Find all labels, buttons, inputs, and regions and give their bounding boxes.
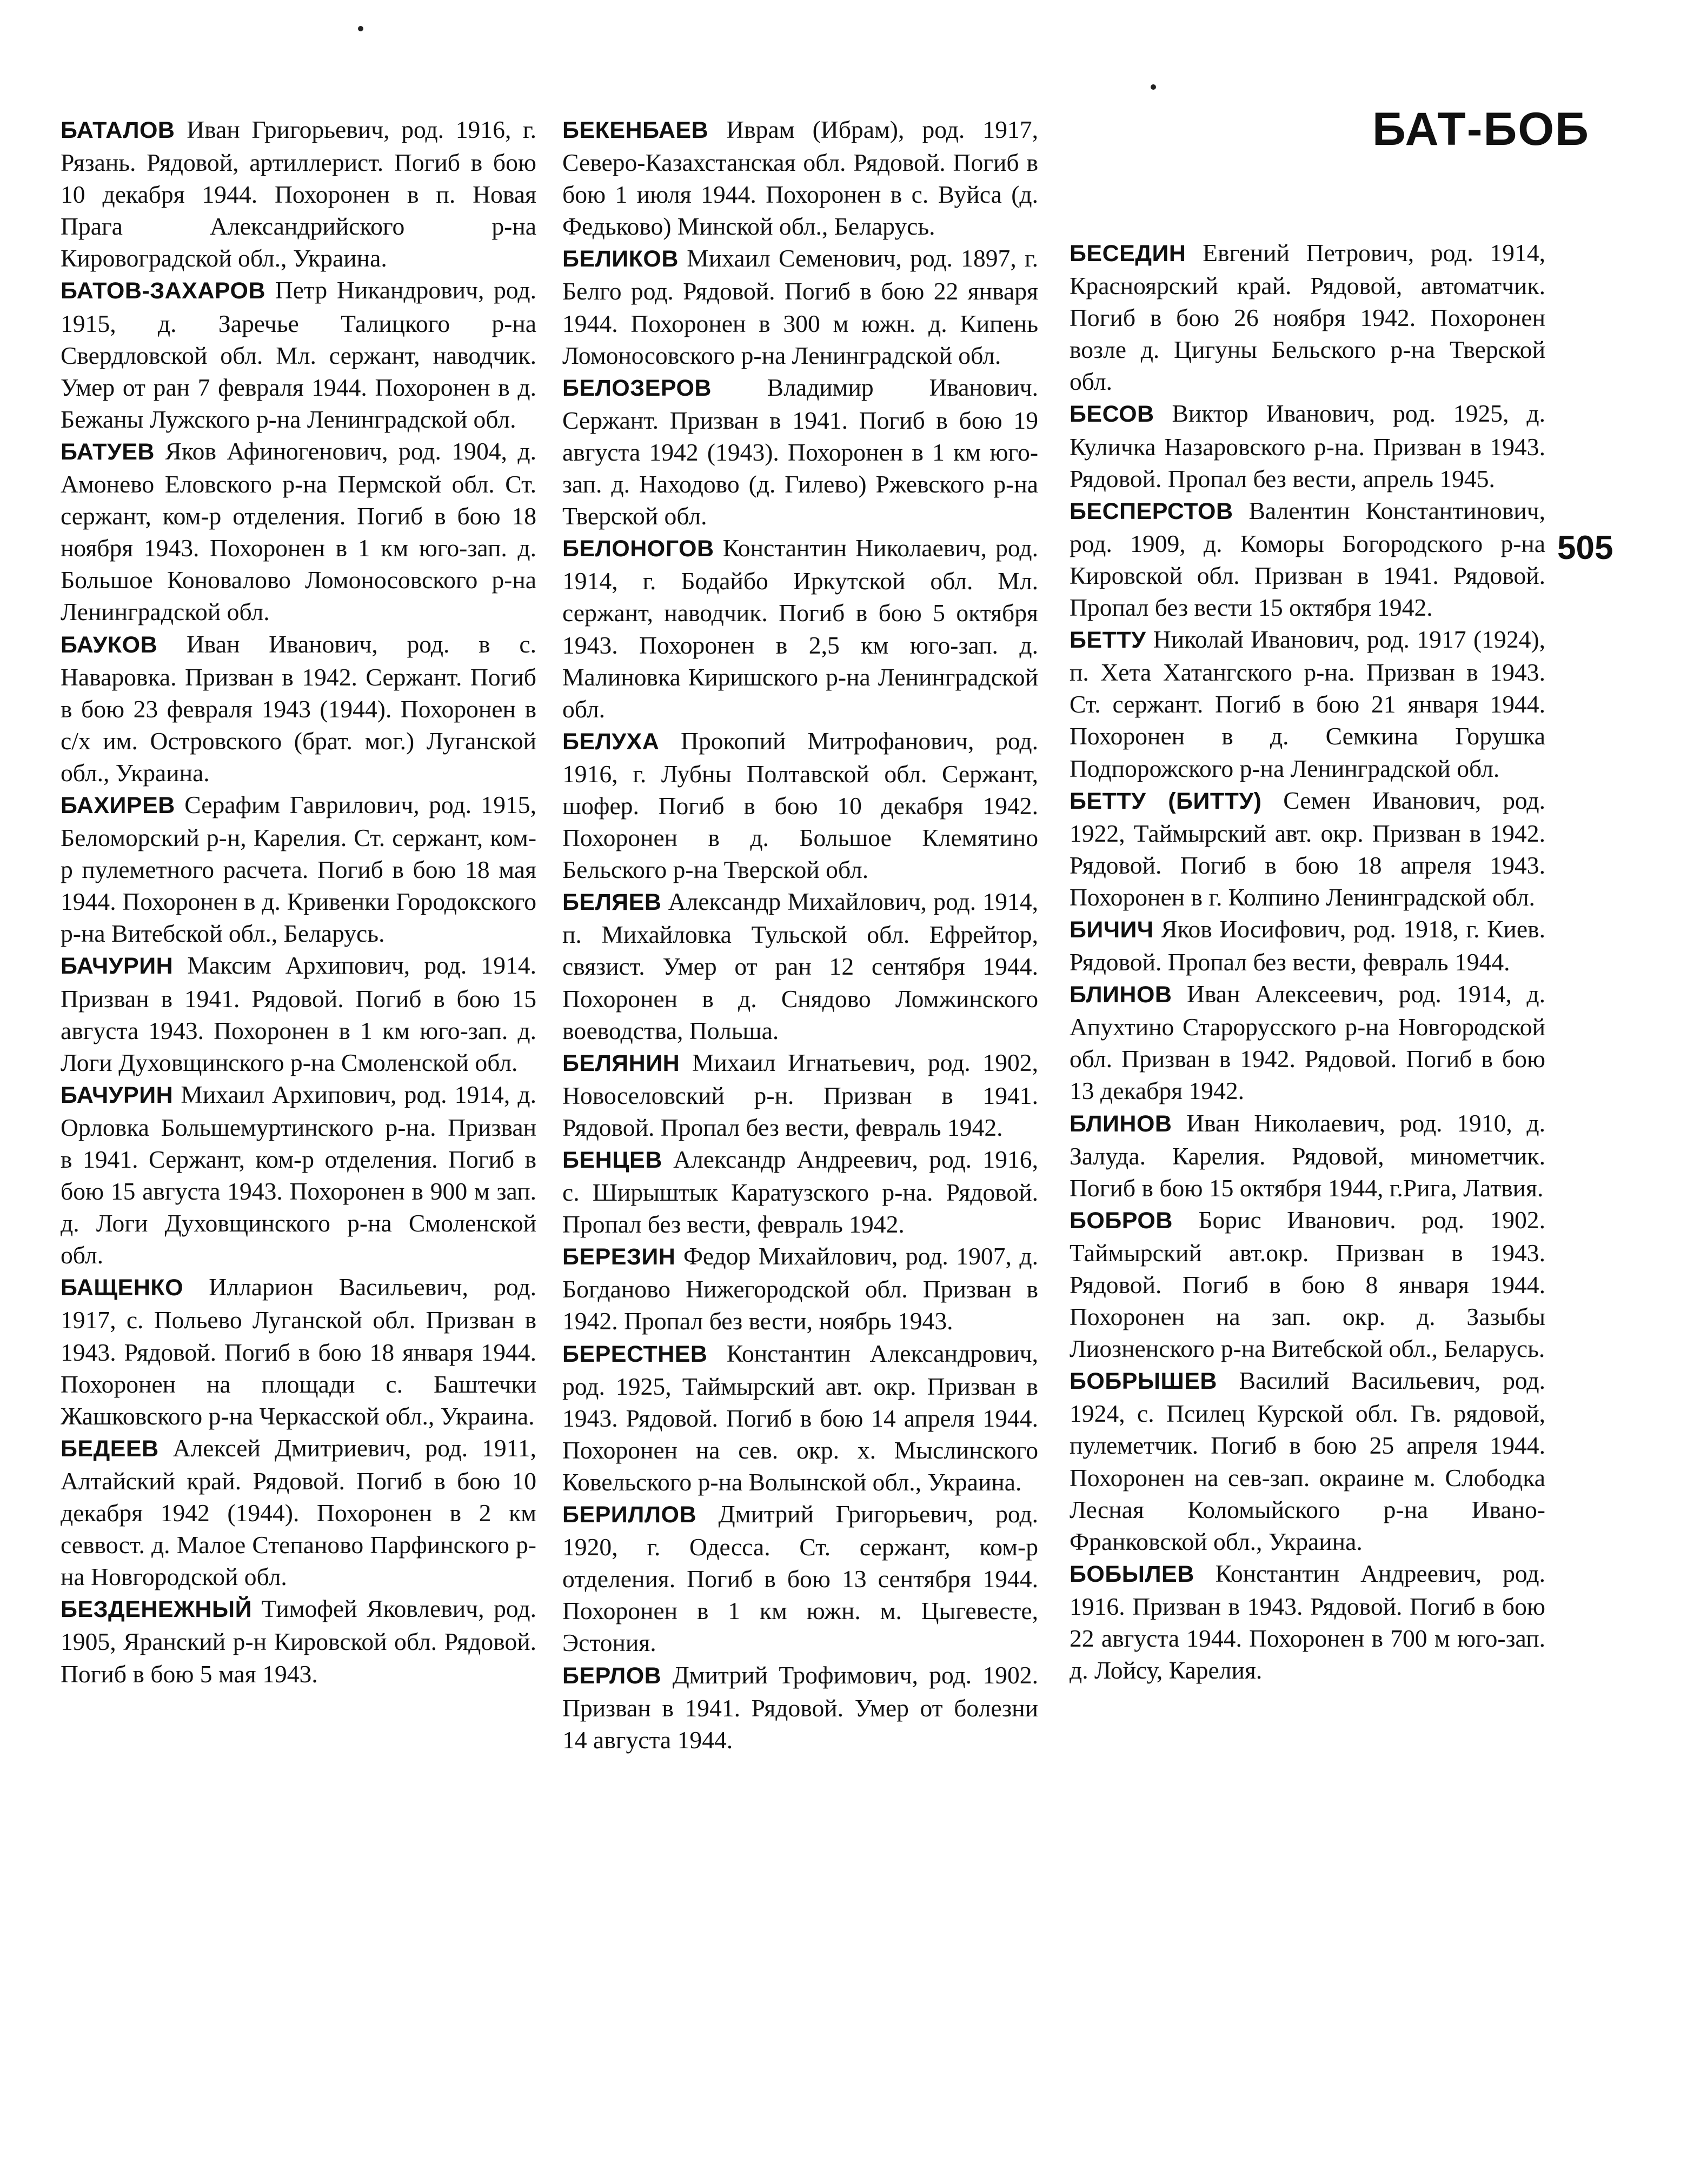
entry [61, 949, 536, 1078]
entry-details: Серафим Гаврилович, род. 1915, Беломорский р-н, Карелия. Ст. сержант, ком-р пулеметного расчета. Погиб в бою 18 мая 1944. Похоронен в д. Кривенки Городокского р-на Витебской обл., Беларусь. [61, 790, 536, 948]
print-speck [358, 26, 363, 31]
entry-details: Дмитрий Трофимович, род. 1902. Призван в 1941. Рядовой. Умер от болезни 14 августа 1944. [562, 1661, 1038, 1754]
entry [562, 1143, 1038, 1240]
entry-surname: БАУКОВ [61, 631, 158, 658]
entry [1070, 913, 1545, 978]
entry [562, 1659, 1038, 1756]
entry-surname: БАЩЕНКО [61, 1275, 184, 1301]
entry [61, 1593, 536, 1689]
entry-details: Константин Андреевич, род. 1916. Призван в 1943. Рядовой. Погиб в бою 22 августа 1944. Похоронен в 700 м юго-зап. д. Лойсу, Карелия. [1070, 1559, 1545, 1684]
entry-surname: БЕЛЯНИН [562, 1050, 680, 1076]
entry-details: Константин Александрович, род. 1925, Таймырский авт. окр. Призван в 1943. Рядовой. Погиб в бою 14 апреля 1944. Похоронен на сев. окр. х. Мыслинского Ковельского р-на Волынской обл., Украина. [562, 1339, 1038, 1496]
entry-surname: БЕЗДЕНЕЖНЫЙ [61, 1596, 252, 1623]
column-1 [61, 114, 536, 1690]
entry-details: Константин Николаевич, род. 1914, г. Бодайбо Иркутской обл. Мл. сержант, наводчик. Погиб в бою 5 октября 1943. Похоронен в 2,5 км юго-зап. д. Малиновка Киришского р-на Ленинградской обл. [562, 534, 1038, 723]
entry-surname: БОБЫЛЕВ [1070, 1561, 1194, 1587]
entry-details: Иврам (Ибрам), род. 1917, Северо-Казахстанская обл. Рядовой. Погиб в бою 1 июля 1944. Похоронен в с. Вуйса (д. Федьково) Минской обл., Беларусь. [562, 116, 1038, 241]
entry-details: Семен Иванович, род. 1922, Таймырский авт. окр. Призван в 1942. Рядовой. Погиб в бою 18 апреля 1943. Похоронен в г. Колпино Ленинградской обл. [1070, 786, 1545, 911]
entry [562, 1337, 1038, 1498]
entry-surname: БАТОВ-ЗАХАРОВ [61, 278, 266, 304]
entry-details: Николай Иванович, род. 1917 (1924), п. Хета Хатангского р-на. Призван в 1943. Ст. сержант. Погиб в бою 21 января 1944. Похоронен в д. Семкина Горушка Подпорожского р-на Ленинградской обл. [1070, 625, 1545, 782]
entry-surname: БЕЛУХА [562, 728, 660, 755]
entry-surname: БЕСЕДИН [1070, 241, 1186, 267]
entry-surname: БЛИНОВ [1070, 982, 1172, 1008]
entry [1070, 1107, 1545, 1204]
entry-details: Федор Михайлович, род. 1907, д. Богданово Нижегородской обл. Призван в 1942. Пропал без вести, ноябрь 1943. [562, 1242, 1038, 1335]
entry-surname: БЕЛОЗЕРОВ [562, 375, 712, 401]
entry-surname: БЕРЛОВ [562, 1662, 662, 1689]
entry-surname: БЕТТУ (БИТТУ) [1070, 788, 1262, 814]
entry-surname: БЕРЕСТНЕВ [562, 1341, 708, 1367]
entry [562, 1240, 1038, 1337]
entry-details: Алексей Дмитриевич, род. 1911, Алтайский край. Рядовой. Погиб в бою 10 декабря 1942 (1944). Похоронен в 2 км севвост. д. Малое Степаново Парфинского р-на Новгородской обл. [61, 1434, 536, 1591]
entry-details: Василий Васильевич, род. 1924, с. Псилец Курской обл. Гв. рядовой, пулеметчик. Погиб в бою 25 апреля 1944. Похоронен на сев-зап. окраине м. Слободка Лесная Коломыйского р-на Ивано-Франковской обл., Украина. [1070, 1367, 1545, 1555]
entry-details: Илларион Васильевич, род. 1917, с. Польево Луганской обл. Призван в 1943. Рядовой. Погиб в бою 18 января 1944. Похоронен на площади с. Баштечки Жашковского р-на Черкасской обл., Украина. [61, 1273, 536, 1430]
entry-details: Тимофей Яковлевич, род. 1905, Яранский р-н Кировской обл. Рядовой. Погиб в бою 5 мая 1943. [61, 1595, 536, 1688]
entry-surname: БЕТТУ [1070, 627, 1146, 654]
entry-surname: БЕРИЛЛОВ [562, 1502, 697, 1528]
entry-details: Петр Никандрович, род. 1915, д. Заречье Талицкого р-на Свердловской обл. Мл. сержант, наводчик. Умер от ран 7 февраля 1944. Похоронен в д. Бежаны Лужского р-на Ленинградской обл. [61, 276, 536, 433]
entry [61, 789, 536, 949]
entry-surname: БЕЛОНОГОВ [562, 536, 714, 562]
entry [562, 1047, 1038, 1143]
entry-surname: БАЧУРИН [61, 953, 174, 980]
entry-surname: БЕСПЕРСТОВ [1070, 498, 1233, 524]
entry [61, 1432, 536, 1593]
entry-surname: БЕСОВ [1070, 401, 1154, 428]
running-head: БАТ-БОБ [1372, 103, 1590, 155]
entry-details: Иван Григорьевич, род. 1916, г. Рязань. Рядовой, артиллерист. Погиб в бою 10 декабря 1944. Похоронен в п. Новая Прага Александрийского р-на Кировоградской обл., Украина. [61, 116, 536, 272]
entry [1070, 623, 1545, 784]
entry [1070, 1557, 1545, 1686]
column-2 [562, 114, 1038, 1756]
entry-details: Иван Иванович, род. в с. Наваровка. Призван в 1942. Сержант. Погиб в бою 23 февраля 1943 (1944). Похоронен в с/х им. Островского (брат. мог.) Луганской обл., Украина. [61, 630, 536, 787]
entry-surname: БЕЛИКОВ [562, 246, 679, 272]
entry [562, 885, 1038, 1046]
entry-surname: БЕДЕЕВ [61, 1435, 159, 1462]
entry [61, 628, 536, 789]
entry-details: Михаил Архипович, род. 1914, д. Орловка Большемуртинского р-на. Призван в 1941. Сержант, ком-р отделения. Погиб в бою 15 августа 1943. Похоронен в 900 м зап. д. Логи Духовщинского р-на Смоленской обл. [61, 1080, 536, 1269]
entry-surname: БОБРОВ [1070, 1207, 1173, 1234]
entry [1070, 978, 1545, 1107]
entry-surname: БЕРЕЗИН [562, 1244, 676, 1270]
entry [1070, 495, 1545, 623]
entry [562, 242, 1038, 371]
entry-details: Владимир Иванович. Сержант. Призван в 1941. Погиб в бою 19 августа 1942 (1943). Похоронен в 1 км юго-зап. д. Находово (д. Гилево) Ржевского р-на Тверской обл. [562, 373, 1038, 530]
entry [562, 371, 1038, 532]
entry-details: Борис Иванович. род. 1902. Таймырский авт.окр. Призван в 1943. Рядовой. Погиб в бою 8 января 1944. Похоронен на зап. окр. д. Зазыбы Лиозненского р-на Витебской обл., Беларусь. [1070, 1206, 1545, 1363]
entry-details: Яков Афиногенович, род. 1904, д. Амонево Еловского р-на Пермской обл. Ст. сержант, ком-р отделения. Погиб в бою 18 ноября 1943. Похоронен в 1 км юго-зап. д. Большое Коновалово Ломоносовского р-на Ленинградской обл. [61, 437, 536, 626]
entry-details: Александр Андреевич, род. 1916, с. Ширыштык Каратузского р-на. Рядовой. Пропал без вести, февраль 1942. [562, 1146, 1038, 1239]
entry-surname: БАТУЕВ [61, 438, 155, 465]
print-speck [1151, 84, 1156, 90]
entry [61, 1078, 536, 1271]
entry [61, 274, 536, 435]
entry [61, 1271, 536, 1431]
entry-details: Евгений Петрович, род. 1914, Красноярский край. Рядовой, автоматчик. Погиб в бою 26 ноября 1942. Похоронен возле д. Цигуны Бельского р-на Тверской обл. [1070, 239, 1545, 396]
entry [1070, 237, 1545, 397]
entry-details: Дмитрий Григорьевич, род. 1920, г. Одесса. Ст. сержант, ком-р отделения. Погиб в бою 13 сентября 1944. Похоронен в 1 км южн. м. Цыгевесте, Эстония. [562, 1500, 1038, 1657]
entry-surname: БАЧУРИН [61, 1082, 174, 1108]
entry [61, 114, 536, 274]
entry-surname: БЕКЕНБАЕВ [562, 117, 709, 143]
entry [1070, 784, 1545, 913]
entry-details: Иван Николаевич, род. 1910, д. Залуда. Карелия. Рядовой, минометчик. Погиб в бою 15 октября 1944, г.Рига, Латвия. [1070, 1109, 1546, 1202]
entry-details: Иван Алексеевич, род. 1914, д. Апухтино Старорусского р-на Новгородской обл. Призван в 1942. Рядовой. Погиб в бою 13 декабря 1942. [1070, 980, 1545, 1105]
entry-surname: БИЧИЧ [1070, 916, 1154, 943]
entry-surname: БЛИНОВ [1070, 1110, 1172, 1137]
entry-details: Прокопий Митрофанович, род. 1916, г. Лубны Полтавской обл. Сержант, шофер. Погиб в бою 10 декабря 1942. Похоронен в д. Большое Клемятино Бельского р-на Тверской обл. [562, 727, 1038, 884]
entry-details: Михаил Игнатьевич, род. 1902, Новоселовский р-н. Призван в 1941. Рядовой. Пропал без вести, февраль 1942. [562, 1048, 1038, 1141]
entry [1070, 1204, 1545, 1364]
page-number: 505 [1557, 529, 1613, 567]
entry-details: Михаил Семенович, род. 1897, г. Белго род. Рядовой. Погиб в бою 22 января 1944. Похоронен в 300 м южн. д. Кипень Ломоносовского р-на Ленинградской обл. [562, 244, 1038, 369]
column-3 [1070, 237, 1545, 1686]
entry-details: Максим Архипович, род. 1914. Призван в 1941. Рядовой. Погиб в бою 15 августа 1943. Похоронен в 1 км юго-зап. д. Логи Духовщинского р-на Смоленской обл. [61, 951, 536, 1076]
entry-surname: БЕЛЯЕВ [562, 889, 662, 916]
entry-details: Яков Иосифович, род. 1918, г. Киев. Рядовой. Пропал без вести, февраль 1944. [1070, 915, 1545, 976]
entry [1070, 1364, 1545, 1557]
entry-surname: БАТАЛОВ [61, 117, 175, 143]
entry [562, 532, 1038, 725]
entry [562, 1498, 1038, 1659]
entry-surname: БАХИРЕВ [61, 792, 175, 818]
entry-surname: БОБРЫШЕВ [1070, 1368, 1217, 1395]
entry-details: Валентин Константинович, род. 1909, д. Коморы Богородского р-на Кировской обл. Призван в 1941. Рядовой. Пропал без вести 15 октября 1942. [1070, 496, 1545, 622]
entry [562, 725, 1038, 885]
entry-surname: БЕНЦЕВ [562, 1147, 662, 1173]
entry [1070, 397, 1545, 494]
entry [562, 114, 1038, 242]
entry-details: Александр Михайлович, род. 1914, п. Михайловка Тульской обл. Ефрейтор, связист. Умер от ран 12 сентября 1944. Похоронен в д. Снядово Ломжинского воеводства, Польша. [562, 888, 1038, 1044]
entry-details: Виктор Иванович, род. 1925, д. Куличка Назаровского р-на. Призван в 1943. Рядовой. Пропал без вести, апрель 1945. [1070, 399, 1545, 492]
entry [61, 435, 536, 628]
